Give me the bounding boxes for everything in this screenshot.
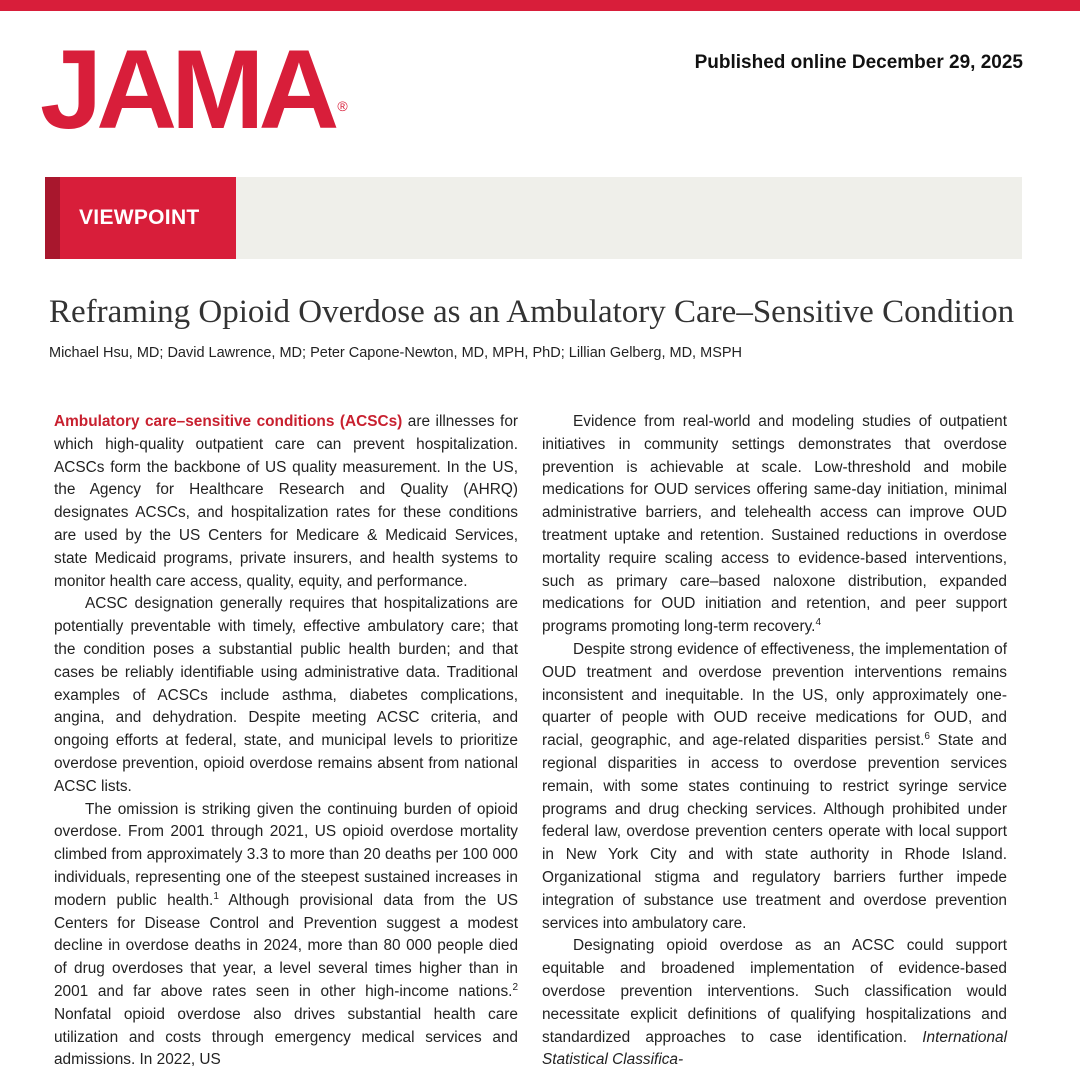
registered-mark: ® [337,98,348,114]
paragraph-text: Nonfatal opioid overdose also drives substantial health care utilization and costs through emergency medical services and admissions. In 2022, US [54,1005,518,1069]
reference-superscript[interactable]: 1 [213,890,219,902]
paragraph-text: The omission is striking given the continuing burden of opioid overdose. From 2001 through 2021, US opioid overdose mortality climbed from approximately 3.3 to more than 20 deaths per 100 000 individuals, representing one of the steepest sustained increases in modern public health. [54,800,518,909]
author-list: Michael Hsu, MD; David Lawrence, MD; Peter Capone-Newton, MD, MPH, PhD; Lillian Gelberg, MD, MSPH [49,345,743,361]
body-column-right [542,411,1007,1072]
body-paragraph: ACSC designation generally requires that hospitalizations are potentially preventable with timely, effective ambulatory care; that the condition poses a substantial public health burden; and that cases be reliably identifiable using administrative data. Traditional examples of ACSCs include asthma, diabetes complications, angina, and dehydration. Despite meeting ACSC criteria, and ongoing efforts at federal, state, and municipal levels to prioritize overdose prevention, opioid overdose remains absent from national ACSC lists. [54,595,518,795]
publication-date: Published online December 29, 2025 [694,52,1023,73]
top-accent-bar [0,0,1080,11]
paragraph-text: Designating opioid overdose as an ACSC could support equitable and broadened implementation of evidence-based overdose prevention interventions. Such classification would necessitate explicit definitions of qualifying hospitalizations and standardized approaches to case identification. [542,937,1007,1046]
journal-logo[interactable] [40,27,348,152]
section-label: VIEWPOINT [79,206,200,229]
paragraph-text: Evidence from real-world and modeling studies of outpatient initiatives in community settings demonstrates that overdose prevention is achievable at scale. Low-threshold and mobile medications for OUD services offering same-day initiation, minimal administrative barriers, and telehealth access can improve OUD treatment uptake and retention. Sustained reductions in overdose mortality require scaling access to evidence-based interventions, such as primary care–based naloxone distribution, expanded medications for OUD initiation and retention, and peer support programs promoting long-term recovery. [542,413,1007,636]
reference-superscript[interactable]: 6 [924,731,930,743]
logo-text: JAMA [40,27,334,152]
body-paragraph [542,411,1007,639]
paragraph-text: Although provisional data from the US Centers for Disease Control and Prevention suggest a modest decline in overdose deaths in 2024, more than 80 000 people died of drug overdoses that year, a level several times higher than in 2001 and far above rates seen in other high-income nations. [54,891,518,1000]
body-column-left [54,411,518,1072]
lead-in-term: Ambulatory care–sensitive conditions (ACSCs) [54,413,403,430]
body-paragraph [542,935,1007,1072]
paragraph-text: are illnesses for which high-quality outpatient care can prevent hospitalization. ACSCs form the backbone of US quality measurement. In the US, the Agency for Healthcare Research and Quality (AHRQ) designates ACSCs, and hospitalization rates for these conditions are used by the US Centers for Medicare & Medicaid Services, state Medicaid programs, private insurers, and health systems to monitor health care access, quality, equity, and performance. [54,413,519,590]
paragraph-text: State and regional disparities in access to overdose prevention services remain, with some states continuing to restrict syringe service programs and drug checking services. Although prohibited under federal law, overdose prevention centers operate with local support in New York City and with state authority in Rhode Island. Organizational stigma and regulatory barriers further impede integration of substance use treatment and overdose prevention services into ambulatory care. [542,732,1007,932]
body-paragraph [54,799,518,1073]
article-title: Reframing Opioid Overdose as an Ambulatory Care–Sensitive Condition [49,294,1015,330]
body-paragraph [542,639,1007,935]
section-tab [45,177,236,259]
section-banner [45,177,1022,259]
italic-text: International Statistical Classifica- [542,1028,1007,1069]
paragraph-text: Despite strong evidence of effectiveness, the implementation of OUD treatment and overdose prevention interventions remains inconsistent and inequitable. In the US, only approximately one-quarter of people with OUD receive medications for OUD, and racial, geographic, and age-related disparities persist. [542,640,1007,750]
reference-superscript[interactable]: 2 [512,981,518,993]
reference-superscript[interactable]: 4 [815,617,821,629]
body-paragraph [54,411,518,593]
